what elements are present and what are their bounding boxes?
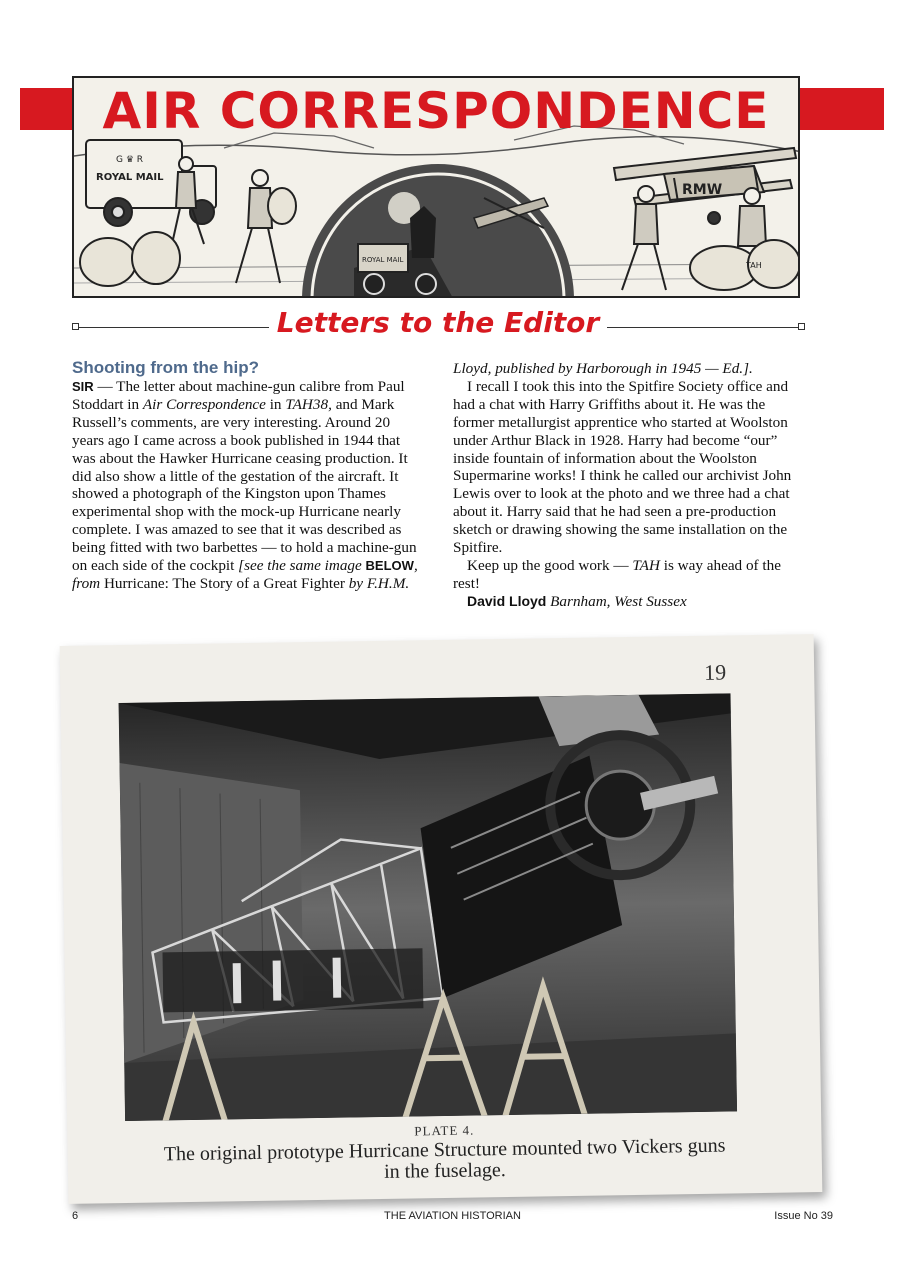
subtitle bbox=[72, 306, 804, 339]
letter-text: Keep up the good work — bbox=[467, 556, 633, 574]
author-location: Barnham, West Sussex bbox=[546, 592, 687, 610]
hurricane-structure-illustration bbox=[119, 693, 737, 1121]
letter-text: in bbox=[265, 395, 286, 413]
book-title: Hurricane: The Story of a Great Fighter bbox=[103, 574, 345, 592]
section-title: AIR CORRESPONDENCE bbox=[102, 82, 770, 140]
caption-line-2: in the fuselage. bbox=[383, 1159, 506, 1183]
footer-magazine-name: THE AVIATION HISTORIAN bbox=[384, 1210, 521, 1222]
footer-issue-number: Issue No 39 bbox=[774, 1210, 833, 1222]
mail-sacks-right bbox=[690, 240, 800, 290]
royal-mail-van bbox=[86, 140, 216, 226]
signature bbox=[453, 593, 803, 611]
van-label: ROYAL MAIL bbox=[96, 172, 164, 183]
book-page-number: 19 bbox=[703, 659, 727, 685]
header-illustration bbox=[72, 76, 800, 298]
letter-text: and Mark Russell’s comments, are very interesting. Around 20 years ago I came across a book published in 1944 that was about the Hawker Hurricane ceasing production. It did also show a little of the gestation of the aircraft. It showed a photograph of the Kingston upon Thames experimental shop with the mock-up Hurricane nearly complete. I was amazed to see that it was described as being fitted with two barbettes — to hold a machine-gun on each side of the cockpit bbox=[72, 395, 417, 575]
letter-paragraph-1 bbox=[72, 378, 424, 593]
book-page-image bbox=[60, 634, 823, 1204]
issue-ref: TAH38, bbox=[285, 395, 332, 413]
letter-text: — The letter about machine-gun calibre from Paul Stoddart in bbox=[72, 378, 405, 413]
editor-note: , from bbox=[72, 557, 418, 592]
author-name: David Lloyd bbox=[467, 592, 547, 609]
letter-paragraph-2: I recall I took this into the Spitfire Society office and had a chat with Harry Griffiths about it. He was the former metallurgist apprentice who started at Woolston under Arthur Black in 1928. Harry had become “our” inside fountain of information about the Woolston Supermarine works! I think he called our archivist John Lewis over to look at the photo and we three had a chat about it. Harry said that he had seen a pre-production sketch or drawing showing the same installation on the Spitfire. bbox=[453, 377, 792, 557]
sack-label: TAH bbox=[746, 261, 762, 270]
hurricane-prototype-photo bbox=[119, 693, 737, 1121]
plate-label: PLATE 4. bbox=[414, 1122, 475, 1139]
caption-line-1: The original prototype Hurricane Structure mounted two Vickers guns bbox=[163, 1134, 726, 1166]
magazine-ref: TAH bbox=[632, 556, 660, 574]
subtitle-row bbox=[72, 306, 804, 346]
editor-note-continued bbox=[453, 360, 803, 378]
article-column-1 bbox=[72, 358, 424, 593]
van-crest-label: G ♛ R bbox=[116, 155, 144, 165]
below-ref: BELOW bbox=[365, 558, 414, 574]
photo-caption bbox=[68, 1134, 823, 1188]
footer-page-number: 6 bbox=[72, 1210, 79, 1222]
cart-label: ROYAL MAIL bbox=[362, 256, 404, 264]
sir-salutation: SIR bbox=[72, 379, 94, 394]
plane-code-label: RMW bbox=[682, 182, 723, 198]
editor-note: [see the same image bbox=[238, 557, 366, 575]
central-arch-vignette bbox=[302, 164, 574, 298]
article-headline: Shooting from the hip? bbox=[72, 358, 259, 377]
letter-text: is way ahead of the rest! bbox=[453, 556, 781, 592]
editor-note: by F.H.M. bbox=[344, 574, 410, 592]
letter-paragraph-3 bbox=[453, 557, 803, 593]
mail-sacks-left bbox=[80, 232, 180, 286]
subtitle-text: Letters to the Editor bbox=[269, 306, 607, 339]
postman-figures bbox=[172, 157, 296, 283]
article-column-2 bbox=[453, 360, 803, 611]
letter-italic-ref: Air Correspondence bbox=[142, 395, 266, 413]
header-bar-left bbox=[20, 88, 76, 130]
editor-note: Lloyd, published by Harborough in 1945 — Ed.]. bbox=[453, 360, 753, 377]
header-bar-right bbox=[796, 88, 884, 130]
